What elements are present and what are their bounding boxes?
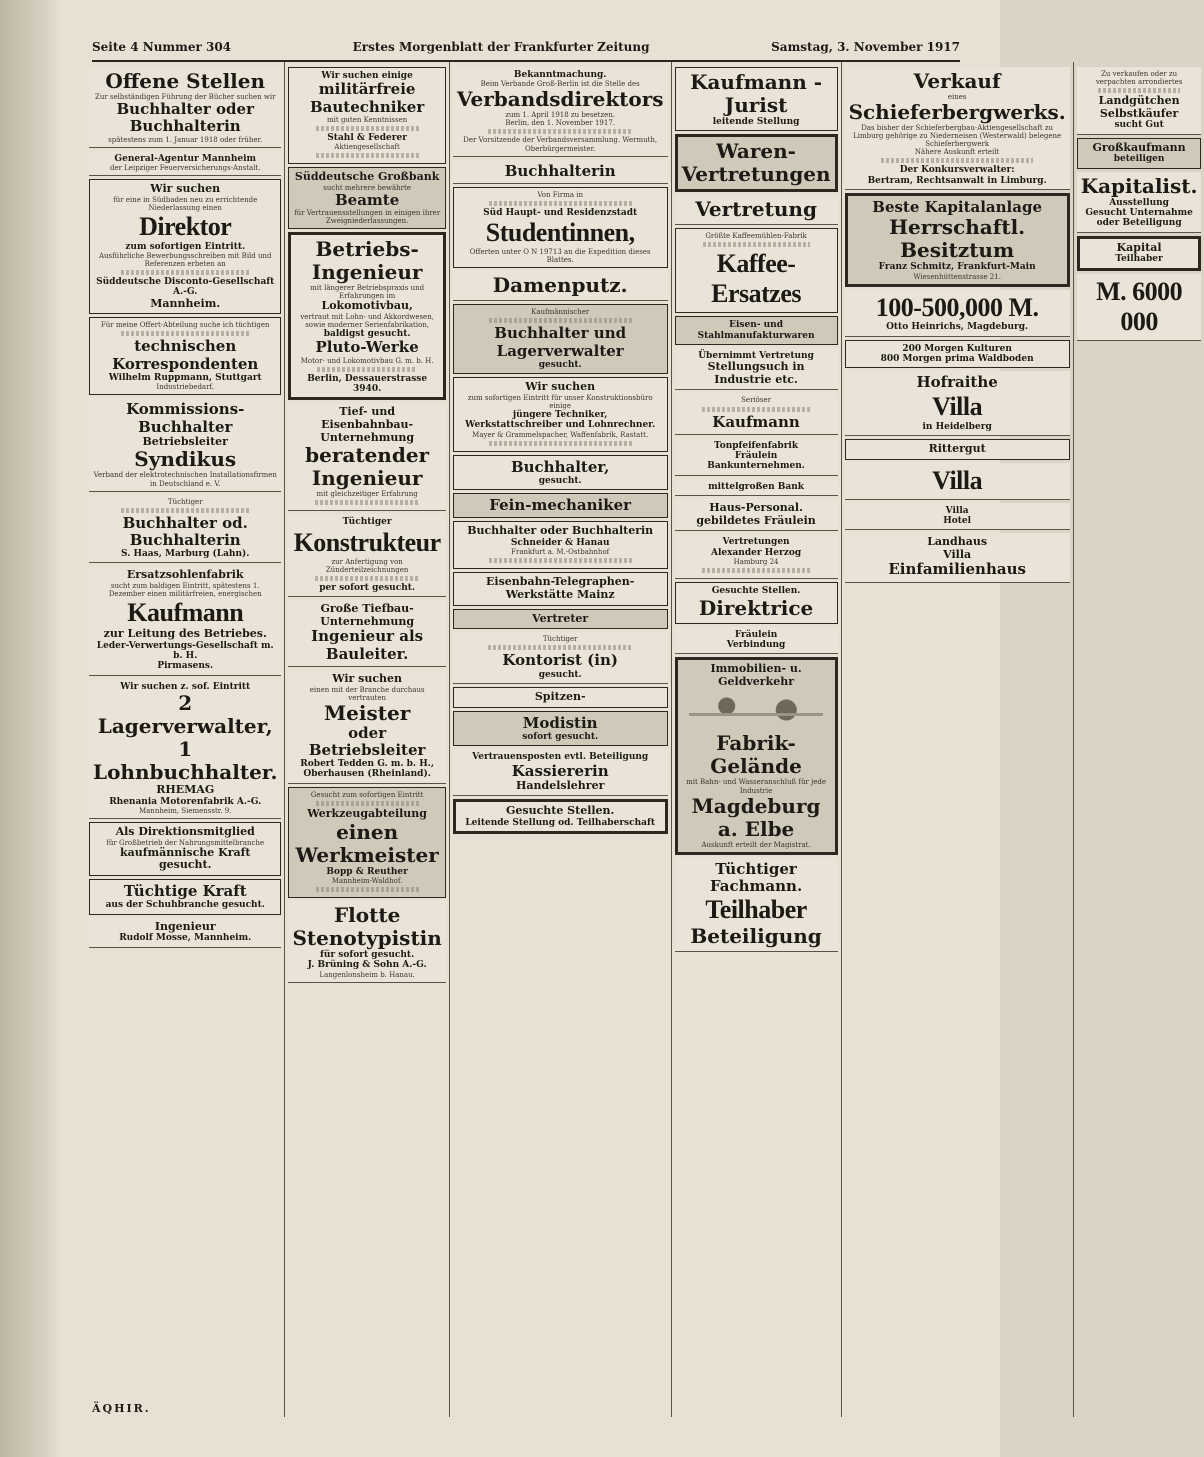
classified-ad <box>1077 172 1202 233</box>
classified-ad <box>288 670 445 784</box>
ad-text: Tüchtiger <box>342 517 392 528</box>
ad-text: Studentinnen, <box>485 218 635 248</box>
ad-text: Bankunternehmen. <box>707 461 805 472</box>
ad-text: Kaufmännischer <box>531 308 590 317</box>
ad-text: Industriebedarf. <box>156 383 215 392</box>
ad-text: Süd Haupt- und Residenzstadt <box>483 207 638 218</box>
ad-text: Leder-Verwertungs-Gesellschaft m. b. H. <box>96 640 274 662</box>
ad-text: sucht mehrere bewährte <box>323 183 411 192</box>
ad-text: Wir suchen <box>150 181 221 195</box>
classified-ad <box>453 493 668 518</box>
classified-ad <box>1077 138 1202 169</box>
ad-text: Buchhalter oder Buchhalterin <box>467 524 654 538</box>
ad-text: Motor- und Lokomotivbau G. m. b. H. <box>300 356 434 365</box>
ad-text: Tüchtiger Fachmann. <box>709 859 803 895</box>
ad-text: Selbstkäufer <box>1099 106 1179 120</box>
fine-print-filler <box>121 508 250 513</box>
ad-text: J. Brüning & Sohn A.-G. <box>307 960 427 971</box>
classified-ad <box>675 195 838 225</box>
ad-text: Verband der elektrotechnischen Installationsfirmen in Deutschland e. V. <box>93 471 277 488</box>
fine-print-filler <box>316 887 419 892</box>
fine-print-filler <box>702 568 811 573</box>
fine-print-filler <box>315 576 420 581</box>
ad-text: Ausführliche Bewerbungsschreiben mit Bild und Referenzen erbeten an <box>98 251 272 268</box>
ad-text: Beamte <box>334 190 400 209</box>
ad-text: Tüchtige Kraft <box>123 882 247 901</box>
ad-text: Verbandsdirektors <box>456 87 664 112</box>
ad-text: Villa <box>932 391 983 421</box>
ad-text: Robert Tedden G. m. b. H., <box>300 759 434 770</box>
ad-text: Rhenania Motorenfabrik A.-G. <box>109 796 262 807</box>
ad-text: Stahl & Federer <box>327 132 407 143</box>
ad-text: beteiligen <box>1113 154 1165 165</box>
ad-text: Vertrauensposten evtl. Beteiligung <box>472 752 649 763</box>
ad-text: Pirmasens. <box>157 661 214 672</box>
ad-text: Eisenbahn-Telegraphen-Werkstätte Mainz <box>486 575 635 602</box>
ad-text: Große Tiefbau-Unternehmung <box>320 602 415 628</box>
classified-ad <box>675 67 838 131</box>
ad-text: Spitzen- <box>534 690 586 703</box>
ad-text: Konstrukteur <box>293 527 441 557</box>
ad-text: Einfamilienhaus <box>888 560 1026 579</box>
ad-text: einen mit der Branche durchaus vertrauten <box>309 685 425 702</box>
ad-text: Werkstattschreiber und Lohnrechner. <box>465 420 656 431</box>
ad-text: sofort gesucht. <box>522 731 599 742</box>
ad-text: Buchhalter und Lagerverwalter <box>494 324 627 360</box>
classified-ad <box>89 317 281 395</box>
ad-text: Mannheim, Siemensstr. 9. <box>138 807 232 816</box>
ad-text: Direktor <box>139 211 232 241</box>
ad-text: Kommissions-Buchhalter <box>126 400 245 436</box>
ad-text: RHEMAG <box>156 783 215 797</box>
ad-text: kaufmännische Kraft gesucht. <box>120 845 251 872</box>
ad-text: Pluto-Werke <box>315 338 419 357</box>
ad-text: Ingenieur als Bauleiter. <box>311 627 424 663</box>
ad-text: Waren-Vertretungen <box>681 139 831 187</box>
ad-text: Buchhalter, <box>510 457 610 476</box>
ad-text: Teilhaber <box>1115 254 1163 265</box>
ad-text: Tief- und Eisenbahnbau-Unternehmung <box>320 405 415 444</box>
ad-text: Vertretung <box>695 197 817 222</box>
classified-ad <box>288 232 445 400</box>
ad-text: Übernimmt Vertretung <box>698 350 814 361</box>
ad-text: Damenputz. <box>492 273 628 298</box>
classified-ad <box>675 134 838 192</box>
fine-print-filler <box>316 801 419 806</box>
ad-text: Betriebs-Ingenieur <box>311 237 423 285</box>
classified-ad <box>89 67 281 148</box>
ad-text: M. 6000 000 <box>1096 276 1183 336</box>
ad-text: der Leipziger Feuerversicherungs-Anstalt. <box>109 163 261 172</box>
ad-text: beratender Ingenieur <box>305 443 430 491</box>
ad-text: Kontorist (in) <box>502 651 618 670</box>
fine-print-filler <box>703 242 810 247</box>
classified-ad <box>89 398 281 491</box>
ad-text: Lokomotivbau, <box>321 299 413 313</box>
classified-ad <box>288 167 445 229</box>
ad-text: Syndikus <box>134 447 237 472</box>
ad-text: Auskunft erteilt der Magistrat. <box>701 840 811 849</box>
ad-text: Gesucht Unternahme oder Beteiligung <box>1085 208 1193 229</box>
ad-text: Werkzeugabteilung <box>307 806 427 820</box>
ad-text: Hamburg 24 <box>733 558 779 567</box>
ad-text: 2 Lagerverwalter, <box>97 691 273 739</box>
classified-ad <box>288 514 445 597</box>
ad-text: Berlin, den 1. November 1917. <box>505 119 615 128</box>
fine-print-filler <box>702 407 811 412</box>
ad-text: 800 Morgen prima Waldboden <box>880 354 1034 365</box>
ad-text: Rudolf Mosse, Mannheim. <box>119 933 252 944</box>
fine-print-filler <box>488 129 633 134</box>
ad-text: Immobilien- u. Geldverkehr <box>710 662 802 688</box>
classified-ad <box>453 521 668 569</box>
ad-text: Buchhalterin <box>504 161 616 180</box>
ad-text: Fräulein <box>734 629 778 640</box>
column-4 <box>671 62 841 1417</box>
fine-print-filler <box>489 201 632 206</box>
classified-ad <box>845 371 1070 435</box>
ad-text: Franz Schmitz, Frankfurt-Main <box>878 262 1036 273</box>
ad-text: Süddeutsche Großbank <box>294 170 440 184</box>
classified-ad <box>453 749 668 796</box>
classified-ad <box>453 609 668 630</box>
ad-text: Villa <box>943 547 972 561</box>
ad-text: Villa <box>932 465 983 495</box>
classified-ad <box>845 193 1070 287</box>
classified-ad <box>453 67 668 157</box>
ad-text: gesucht. <box>538 669 582 680</box>
ad-text: Stellungsuch in Industrie etc. <box>707 360 805 386</box>
classified-ad <box>845 503 1070 531</box>
ad-text: Berlin, Dessauerstrasse 3940. <box>307 373 428 395</box>
ad-text: in Heidelberg <box>922 421 992 432</box>
ad-text: einen Werkmeister <box>295 819 439 867</box>
ad-text: Gesucht zum sofortigen Eintritt <box>310 790 424 799</box>
ad-text: Rittergut <box>928 441 986 455</box>
classified-ad <box>675 316 838 345</box>
ad-text: Aktiengesellschaft <box>334 143 400 152</box>
ad-text: Leitende Stellung od. Teilhaberschaft <box>465 818 656 829</box>
classified-ad <box>453 160 668 184</box>
ad-text: aus der Schuhbranche gesucht. <box>105 900 265 911</box>
ad-text: Buchhalter od. Buchhalterin <box>122 513 248 549</box>
ad-text: Tüchtiger <box>167 497 203 506</box>
fine-print-filler <box>121 331 249 336</box>
page-gutter-shadow <box>0 0 62 1457</box>
classified-ad <box>453 377 668 451</box>
classified-ad <box>1077 67 1202 135</box>
ad-text: oder Betriebsleiter <box>308 723 426 759</box>
column-1 <box>86 62 284 1417</box>
ad-text: Betriebsleiter <box>142 434 228 448</box>
fine-print-filler <box>316 126 419 131</box>
ad-text: 1 Lohnbuchhalter. <box>93 737 278 785</box>
ad-text: Der Konkursverwalter: <box>899 165 1015 176</box>
classified-ad <box>845 340 1070 369</box>
fine-print-filler <box>1098 88 1180 93</box>
ad-text: Beste Kapitalanlage <box>872 197 1042 216</box>
ad-text: Mannheim-Waldhof. <box>331 876 403 885</box>
ad-text: Wiesenhüttenstrasse 21. <box>913 272 1001 281</box>
classified-ad <box>453 271 668 301</box>
classified-ad <box>288 901 445 983</box>
classified-ad <box>845 463 1070 500</box>
ad-text: Kapitalist. <box>1080 173 1198 198</box>
column-5 <box>841 62 1073 1417</box>
ad-text: Schieferbergwerks. <box>848 100 1066 125</box>
ad-text: Haus-Personal. <box>709 501 803 515</box>
ad-text: per sofort gesucht. <box>319 582 416 593</box>
classified-ad <box>675 228 838 313</box>
ad-text: mit gleichzeitiger Erfahrung <box>316 490 418 499</box>
classified-ad <box>453 799 668 834</box>
ad-text: Ausstellung <box>1109 197 1169 208</box>
ad-text: sucht Gut <box>1114 120 1164 131</box>
ad-text: Verkauf <box>913 69 1001 93</box>
ad-text: Direktrice <box>698 595 814 620</box>
ad-text: Beim Verbande Groß-Berlin ist die Stelle des <box>480 80 640 89</box>
ad-text: eines <box>947 93 967 101</box>
ad-text: sucht zum baldigen Eintritt, spätestens 1. Dezember einen militärfreien, energischen <box>108 582 262 599</box>
ad-text: Herrschaftl. Besitztum <box>889 215 1026 263</box>
page-number: Seite 4 Nummer 304 <box>92 40 232 54</box>
ad-text: 200 Morgen Kulturen <box>902 343 1012 354</box>
ad-text: Vertretungen <box>722 537 790 548</box>
ad-text: Als Direktionsmitglied <box>115 825 255 839</box>
ad-text: Flotte Stenotypistin <box>292 902 442 950</box>
classified-ad <box>675 627 838 655</box>
ad-text: Offene Stellen <box>105 69 266 93</box>
ad-text: zur Leitung des Betriebes. <box>103 627 267 641</box>
ad-text: zum sofortigen Eintritt für unser Konstruktionsbüro einige <box>467 393 653 410</box>
ad-text: Nähere Auskunft erteilt <box>914 148 1000 157</box>
classified-ad <box>845 67 1070 190</box>
classified-ad <box>453 187 668 268</box>
ad-text: Wilhelm Ruppmann, Stuttgart <box>108 372 262 383</box>
ad-text: General-Agentur Mannheim <box>114 153 257 164</box>
ad-text: Landhaus <box>927 535 988 549</box>
classified-ad <box>675 348 838 391</box>
classified-ad <box>453 687 668 708</box>
ad-text: Meister <box>324 700 411 725</box>
ad-text: gesucht. <box>538 359 582 370</box>
ad-text: Ersatzsohlenfabrik <box>126 568 244 582</box>
classified-ad <box>89 879 281 915</box>
column-6 <box>1073 62 1204 1417</box>
issue-date: Samstag, 3. November 1917 <box>771 40 960 54</box>
ad-text: zum 1. April 1918 zu besetzen. <box>505 111 616 120</box>
classified-ad <box>453 455 668 491</box>
newspaper-title: Erstes Morgenblatt der Frankfurter Zeitung <box>352 40 650 54</box>
ad-text: mit längerer Betriebspraxis und Erfahrungen im <box>310 284 425 301</box>
ad-text: für sofort gesucht. <box>320 949 415 960</box>
ad-text: Frankfurt a. M.-Ostbahnhof <box>511 548 610 557</box>
classified-ad <box>675 499 838 531</box>
ad-text: baldigst gesucht. <box>323 329 411 340</box>
ad-text: für eine in Südbaden neu zu errichtende Niederlassung einen <box>113 195 258 212</box>
fine-print-filler <box>489 318 632 323</box>
ad-text: Kaffee-Ersatzes <box>711 249 801 309</box>
ad-text: Modistin <box>522 713 598 732</box>
ad-text: Tüchtiger <box>542 635 578 644</box>
fine-print-filler <box>315 500 420 505</box>
classified-ad <box>89 566 281 675</box>
classified-ad <box>89 918 281 948</box>
ad-text: für Vertrauensstellungen in einigen ihrer Zweigniederlassungen. <box>294 209 441 226</box>
fine-print-filler <box>881 158 1033 163</box>
ad-text: Von Firma in <box>537 190 583 199</box>
classified-ad <box>89 495 281 564</box>
ad-text: Alexander Herzog <box>710 547 802 558</box>
ad-text: mit Bahn- und Wasseranschluß für jede Industrie <box>686 778 827 795</box>
classified-ad <box>675 582 838 623</box>
ad-text: Teilhaber <box>705 895 807 925</box>
ad-text: Kaufmann <box>712 412 800 431</box>
column-3 <box>449 62 671 1417</box>
ad-text: Vertreter <box>532 611 589 625</box>
ad-text: gesucht. <box>538 475 582 486</box>
ad-text: Bopp & Reuther <box>326 866 408 877</box>
fine-print-filler <box>317 367 417 372</box>
ad-text: Langenlonsheim b. Hanau. <box>319 970 415 979</box>
ad-text: Bekanntmachung. <box>513 70 607 80</box>
ad-text: Gesuchte Stellen. <box>505 804 615 818</box>
classified-ad <box>453 632 668 684</box>
ad-columns <box>86 62 1198 1417</box>
classified-ad <box>845 439 1070 460</box>
classified-ad <box>453 304 668 374</box>
classified-ad <box>89 822 281 876</box>
ad-text: Das bisher der Schieferbergbau-Aktiengesellschaft zu Limburg gehörige zu Niederneisen (Westerwald) belegene Schieferbergwerk <box>853 124 1062 149</box>
ad-text: Beteiligung <box>690 924 822 949</box>
ad-text: Zu verkaufen oder zu verpachten arrondiertes <box>1095 70 1183 87</box>
ad-text: Ingenieur <box>154 919 216 933</box>
classified-ad <box>675 393 838 434</box>
ad-text: Kaufmann <box>127 598 244 628</box>
ad-text: jüngere Techniker, <box>512 409 608 420</box>
running-head <box>92 40 960 62</box>
ad-text: Großkaufmann <box>1092 140 1186 154</box>
ad-text: Süddeutsche Disconto-Gesellschaft A.-G. <box>96 277 275 298</box>
ad-text: militärfreie Bautechniker <box>310 80 425 116</box>
classified-ad <box>675 534 838 579</box>
ad-text: mittelgroßen Bank <box>708 481 805 492</box>
ad-text: Kapital <box>1116 240 1162 254</box>
ad-text: Für meine Offert-Abteilung suche ich tüchtigen <box>100 321 270 330</box>
ad-text: Wir suchen <box>525 380 596 394</box>
ad-text: 100-500,000 M. <box>875 292 1039 322</box>
industrial-illustration <box>682 690 831 730</box>
ad-text: Mayer & Grammelspacher, Waffenfabrik, Rastatt. <box>472 430 649 439</box>
ad-text: zur Anfertigung von Zünderteilzeichnungen <box>325 557 409 574</box>
ad-text: Der Vorsitzende der Verbandsversammlung. Wermuth, Oberbürgermeister. <box>463 136 658 153</box>
ad-text: vertraut mit Lohn- und Akkordwesen, sowie moderner Serienfabrikation, <box>300 313 434 330</box>
classified-ad <box>89 151 281 176</box>
classified-ad <box>675 657 838 854</box>
ad-text: mit guten Kenntnissen <box>327 115 408 124</box>
ad-text: Mannheim. <box>150 296 221 310</box>
ad-text: Handelslehrer <box>516 778 605 792</box>
classified-ad <box>453 711 668 747</box>
classified-ad <box>675 479 838 496</box>
ad-text: Otto Heinrichs, Magdeburg. <box>886 322 1029 333</box>
ad-text: Größte Kaffeemühlen-Fabrik <box>705 232 807 241</box>
classified-ad <box>89 679 281 819</box>
fine-print-filler <box>488 645 633 650</box>
ad-text: Schneider & Hanau <box>510 538 610 549</box>
ad-text: leitende Stellung <box>712 117 800 127</box>
ad-text: Wir suchen z. sof. Eintritt <box>120 681 251 692</box>
fine-print-filler <box>316 153 419 158</box>
ad-text: Hotel <box>943 515 972 526</box>
footer-mark: ÄQHIR. <box>92 1402 151 1415</box>
fine-print-filler <box>489 441 632 446</box>
ad-text: Villa <box>945 505 969 516</box>
ad-text: Gesuchte Stellen. <box>711 586 801 597</box>
ad-text: Fräulein <box>734 451 778 462</box>
ad-text: Verbindung <box>726 639 786 650</box>
ad-text: Seriöser <box>741 396 771 405</box>
classified-ad <box>288 600 445 667</box>
classified-ad <box>89 179 281 314</box>
classified-ad <box>1077 236 1202 271</box>
ad-text: Zur selbständigen Führung der Bücher suchen wir <box>94 93 276 101</box>
ad-text: Oberhausen (Rheinland). <box>303 769 431 780</box>
ad-text: zum sofortigen Eintritt. <box>125 241 246 252</box>
ad-text: Fein-mechaniker <box>489 496 632 515</box>
ad-text: Tonpfeifenfabrik <box>714 440 799 451</box>
ad-text: Magdeburg a. Elbe <box>691 793 821 841</box>
classified-ad <box>288 403 445 511</box>
classified-ad <box>1077 274 1202 341</box>
ad-text: Fabrik-Gelände <box>710 731 802 779</box>
ad-text: Offerten unter O N 19713 an die Expedition dieses Blattes. <box>469 248 651 265</box>
ad-text: Eisen- und Stahlmanufakturwaren <box>697 320 815 341</box>
ad-text: Hofraithe <box>916 373 998 392</box>
ad-text: Kassiererin <box>511 761 609 780</box>
classified-ad <box>288 787 445 898</box>
classified-ad <box>845 533 1070 583</box>
ad-text: technischen Korrespondenten <box>112 337 259 373</box>
ad-text: Landgütchen <box>1098 94 1180 108</box>
fine-print-filler <box>489 558 632 563</box>
ad-text: gebildetes Fräulein <box>696 513 816 527</box>
ad-text: S. Haas, Marburg (Lahn). <box>121 549 250 560</box>
classified-ad <box>675 438 838 476</box>
ad-text: Wir suchen <box>332 671 403 685</box>
ad-text: Kaufmann - Jurist <box>690 70 823 117</box>
ad-text: für Großbetrieb der Nahrungsmittelbranche <box>106 838 265 847</box>
fine-print-filler <box>121 270 249 275</box>
ad-text: Wir suchen einige <box>321 71 413 81</box>
classified-ad <box>845 290 1070 337</box>
classified-ad <box>675 858 838 952</box>
column-2 <box>284 62 448 1417</box>
ad-text: spätestens zum 1. Januar 1918 oder früher. <box>108 135 263 144</box>
ad-text: Buchhalter oder Buchhalterin <box>116 100 254 136</box>
ad-text: Bertram, Rechtsanwalt in Limburg. <box>867 175 1047 186</box>
classified-ad <box>288 67 445 164</box>
classified-ad <box>453 572 668 605</box>
